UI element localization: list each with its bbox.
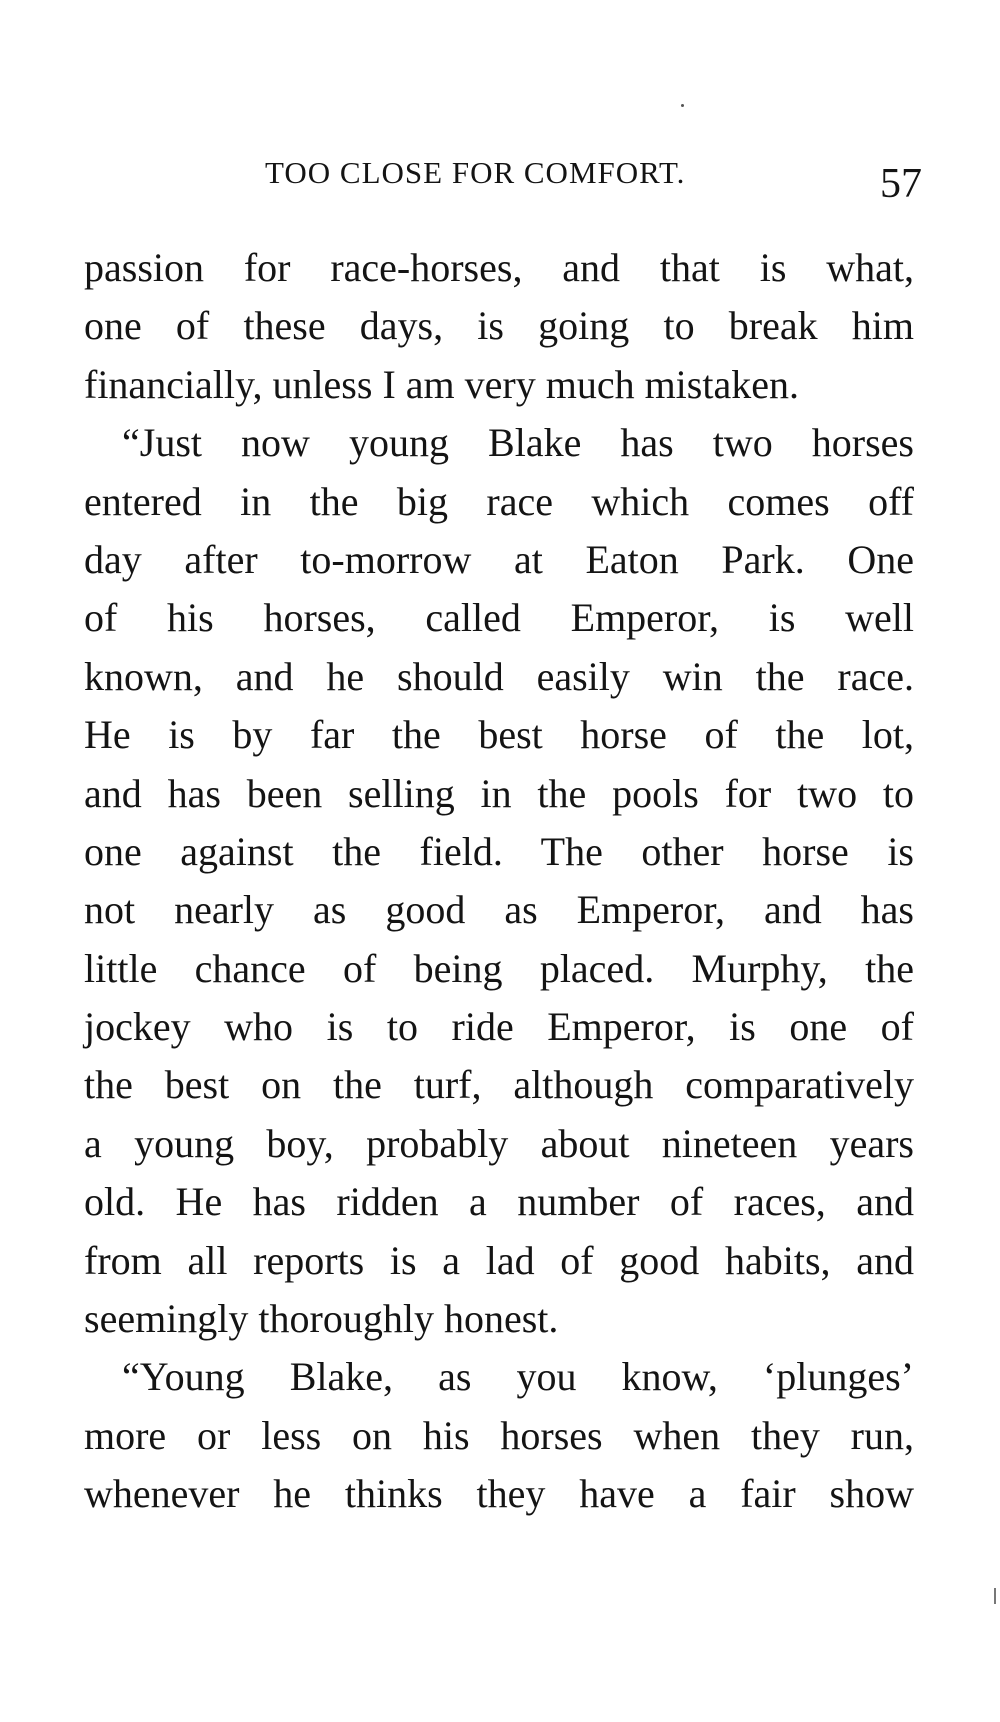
text-line: one against the field. The other horse is bbox=[84, 828, 914, 874]
text-line: and has been selling in the pools for two to bbox=[84, 770, 914, 816]
text-line: little chance of being placed. Murphy, the bbox=[84, 945, 914, 991]
text-line: more or less on his horses when they run, bbox=[84, 1412, 914, 1458]
page-number: 57 bbox=[880, 161, 922, 207]
text-line: He is by far the best horse of the lot, bbox=[84, 712, 914, 758]
print-speck bbox=[681, 104, 684, 107]
text-line: of his horses, called Emperor, is well bbox=[84, 595, 914, 641]
text-line: “Young Blake, as you know, ‘plunges’ bbox=[122, 1354, 914, 1400]
text-line: the best on the turf, although comparatively bbox=[84, 1062, 914, 1108]
text-line: entered in the big race which comes off bbox=[84, 478, 914, 524]
text-line: a young boy, probably about nineteen years bbox=[84, 1120, 914, 1166]
body-text bbox=[84, 239, 914, 1524]
text-line: old. He has ridden a number of races, and bbox=[84, 1179, 914, 1225]
text-line: day after to-morrow at Eaton Park. One bbox=[84, 536, 914, 582]
text-line: not nearly as good as Emperor, and has bbox=[84, 887, 914, 933]
text-line: passion for race-horses, and that is what, bbox=[84, 245, 914, 290]
text-line: known, and he should easily win the race. bbox=[84, 653, 914, 699]
text-line: “Just now young Blake has two horses bbox=[122, 420, 914, 466]
text-line: jockey who is to ride Emperor, is one of bbox=[84, 1004, 914, 1050]
text-line: seemingly thoroughly honest. bbox=[84, 1296, 559, 1342]
text-line: from all reports is a lad of good habits, and bbox=[84, 1237, 914, 1283]
running-head: TOO CLOSE FOR COMFORT. bbox=[265, 155, 686, 190]
text-line: whenever he thinks they have a fair show bbox=[84, 1471, 914, 1517]
text-line: one of these days, is going to break him bbox=[84, 303, 914, 349]
text-line: financially, unless I am very much mistaken. bbox=[84, 361, 799, 407]
page-edge-mark bbox=[994, 1588, 996, 1604]
